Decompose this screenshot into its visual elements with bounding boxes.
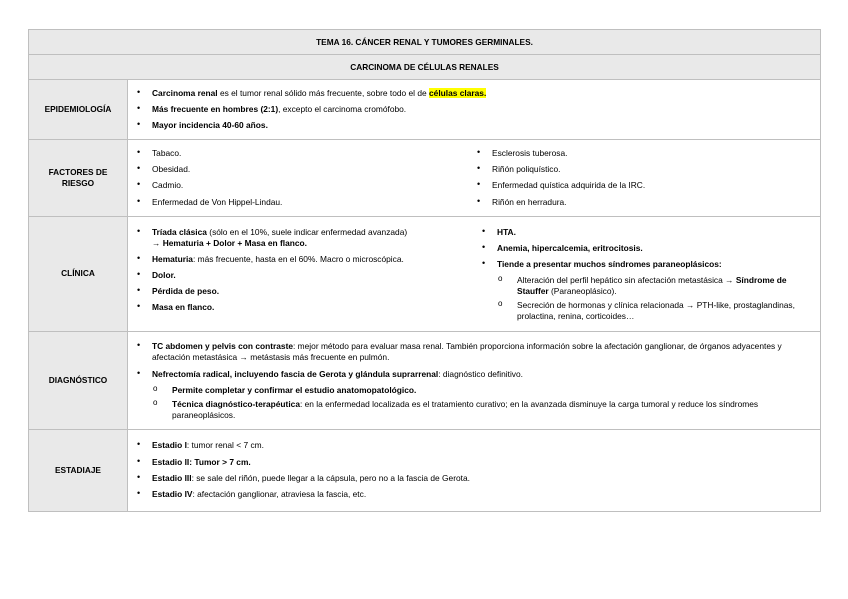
sub-list-item: o Permite completar y confirmar el estudio anatomopatológico. [134, 385, 814, 396]
list-item: • Estadio IV: afectación ganglionar, atraviesa la fascia, etc. [134, 489, 814, 500]
list-item: • Tabaco. [134, 148, 474, 159]
list-item: • Estadio II: Tumor > 7 cm. [134, 457, 814, 468]
sub-list-item: o Técnica diagnóstico-terapéutica: en la enfermedad localizada es el tratamiento curativo; en la avanzada disminuye la carga tumoral y reduce los síndromes paraneoplásicos. [134, 399, 814, 421]
list-item: • Tríada clásica (sólo en el 10%, suele indicar enfermedad avanzada) → Hematuria + Dolor + Masa en flanco. [134, 227, 469, 249]
title-row [29, 30, 821, 55]
label-diagnostico: DIAGNÓSTICO [29, 331, 128, 429]
list-item: • Esclerosis tuberosa. [474, 148, 814, 159]
row-epidemiologia [29, 80, 821, 140]
content-diagnostico [128, 331, 821, 429]
list-item: • TC abdomen y pelvis con contraste: mejor método para evaluar masa renal. También proporciona información sobre la afectación ganglionar, de órganos adyacentes y afectación metastásica → metástasis más frecuente en pulmón. [134, 341, 814, 363]
list-item: • Dolor. [134, 270, 469, 281]
list-item: • Más frecuente en hombres (2:1), excepto el carcinoma cromófobo. [134, 104, 814, 115]
list-item: • Obesidad. [134, 164, 474, 175]
list-item: • HTA. [479, 227, 814, 238]
list-item: • Enfermedad de Von Hippel-Lindau. [134, 197, 474, 208]
factores-left-list [134, 148, 474, 207]
content-factores [128, 140, 821, 216]
list-item: • Riñón en herradura. [474, 197, 814, 208]
list-item: • Cadmio. [134, 180, 474, 191]
row-factores [29, 140, 821, 216]
subtitle-row [29, 55, 821, 80]
highlight-text: células claras. [429, 88, 487, 98]
row-diagnostico [29, 331, 821, 429]
label-epidemiologia: EPIDEMIOLOGÍA [29, 80, 128, 140]
row-clinica [29, 216, 821, 331]
list-item: • Anemia, hipercalcemia, eritrocitosis. [479, 243, 814, 254]
factores-right-list [474, 148, 814, 207]
content-estadiaje [128, 429, 821, 511]
list-item: • Hematuria: más frecuente, hasta en el 60%. Macro o microscópica. [134, 254, 469, 265]
list-item: • Pérdida de peso. [134, 286, 469, 297]
list-item: • Nefrectomía radical, incluyendo fascia de Gerota y glándula suprarrenal: diagnóstico definitivo. [134, 369, 814, 380]
section-title: CARCINOMA DE CÉLULAS RENALES [29, 55, 821, 80]
summary-table [28, 29, 821, 512]
sub-list-item: o Alteración del perfil hepático sin afectación metastásica → Síndrome de Stauffer (Paraneoplásico). [479, 275, 814, 297]
label-estadiaje: ESTADIAJE [29, 429, 128, 511]
list-item: • Riñón poliquístico. [474, 164, 814, 175]
label-clinica: CLÍNICA [29, 216, 128, 331]
list-item: • Enfermedad quística adquirida de la IRC. [474, 180, 814, 191]
list-item: • Carcinoma renal es el tumor renal sólido más frecuente, sobre todo el de células claras. [134, 88, 814, 99]
content-clinica [128, 216, 821, 331]
list-item: • Tiende a presentar muchos síndromes paraneoplásicos: [479, 259, 814, 270]
summary-sheet [28, 29, 820, 512]
list-item: • Masa en flanco. [134, 302, 469, 313]
page-title: TEMA 16. CÁNCER RENAL Y TUMORES GERMINALES. [29, 30, 821, 55]
content-epidemiologia [128, 80, 821, 140]
list-item: • Mayor incidencia 40-60 años. [134, 120, 814, 131]
list-item: • Estadio I: tumor renal < 7 cm. [134, 440, 814, 451]
sub-list-item: o Secreción de hormonas y clínica relacionada → PTH-like, prostaglandinas, prolactina, renina, corticoides… [479, 300, 814, 322]
list-item: • Estadio III: se sale del riñón, puede llegar a la cápsula, pero no a la fascia de Gerota. [134, 473, 814, 484]
label-factores: FACTORES DE RIESGO [29, 140, 128, 216]
row-estadiaje [29, 429, 821, 511]
